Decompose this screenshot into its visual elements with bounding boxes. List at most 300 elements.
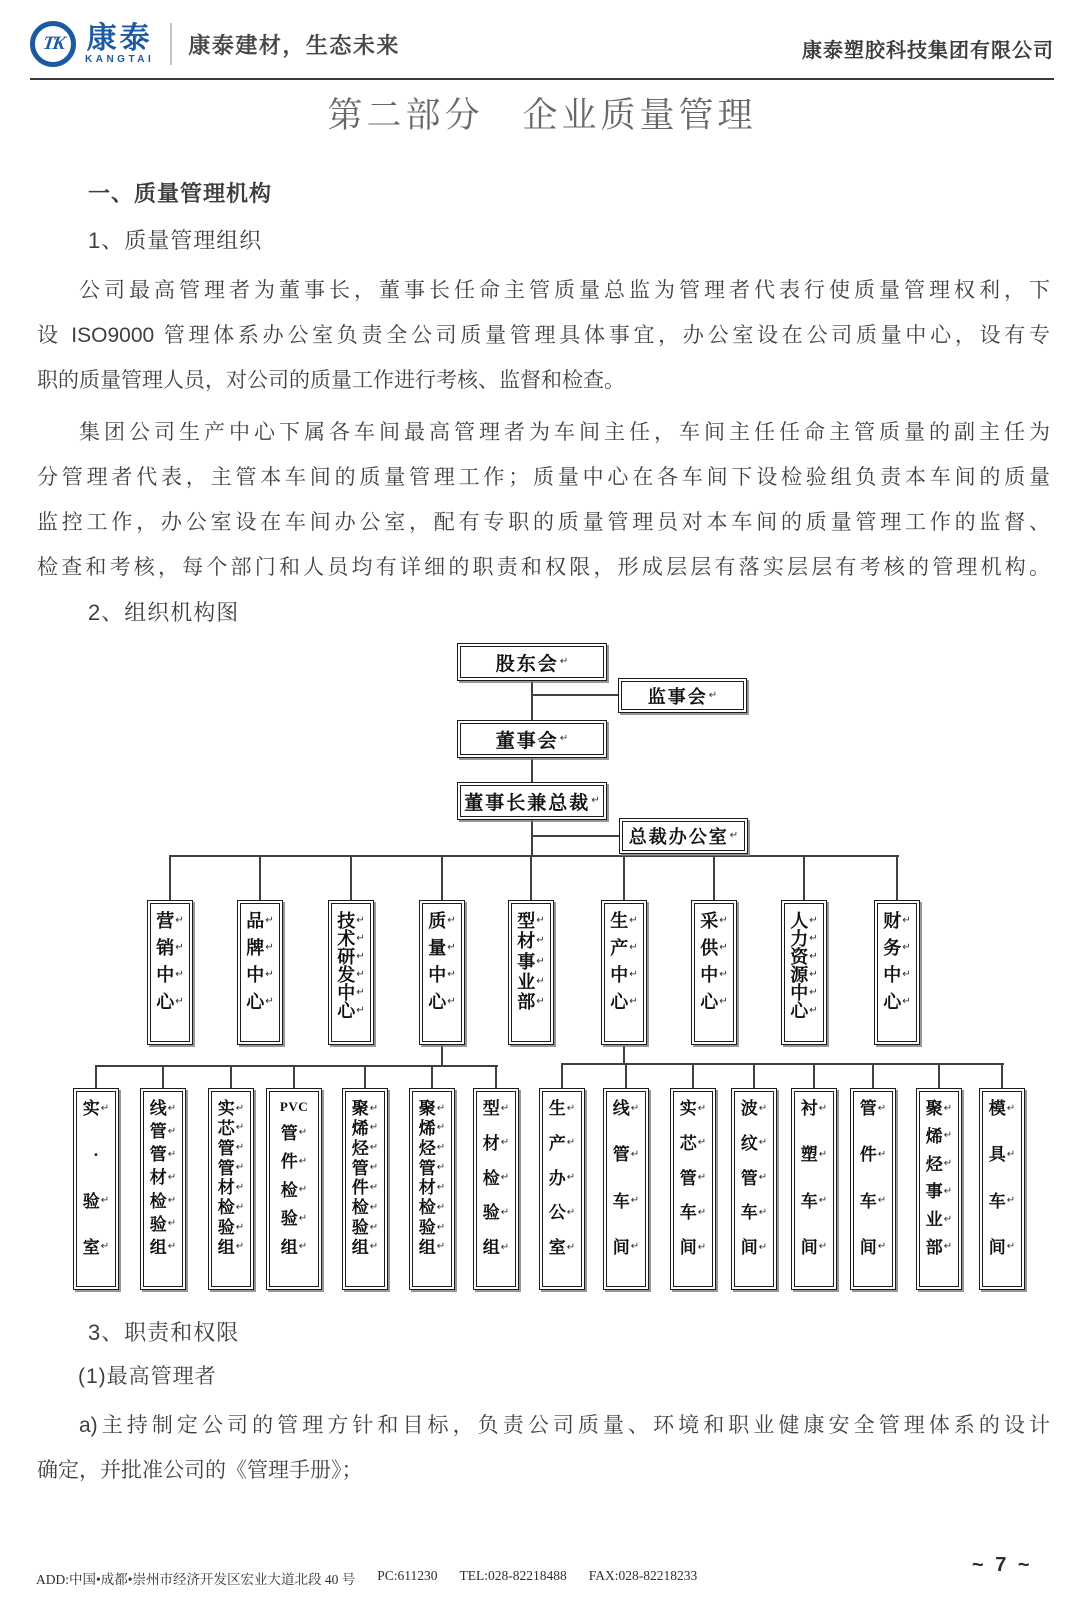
org-node-finance-center	[874, 900, 920, 1045]
item-1-heading: (1)最高管理者	[78, 1365, 217, 1388]
org-node-char: 间 ↵	[679, 1238, 707, 1257]
org-node-conduit-workshop	[603, 1088, 649, 1290]
connector-line	[162, 1065, 164, 1088]
org-node-char: 营 ↵	[156, 911, 184, 931]
org-node-char: 采 ↵	[700, 911, 728, 931]
return-mark-icon: ↵	[436, 1122, 446, 1134]
org-node-char: 技 ↵	[337, 911, 365, 931]
return-mark-icon: ↵	[536, 935, 545, 947]
org-node-char: 验 ↵	[82, 1191, 110, 1211]
return-mark-icon: ↵	[809, 915, 818, 926]
return-mark-icon: ↵	[447, 969, 456, 980]
paragraph-line: 确定，并批准公司的《管理手册》；	[37, 1459, 363, 1482]
org-node-char: 部 ↵	[925, 1237, 953, 1257]
org-node-char: 验 ↵	[418, 1218, 446, 1238]
org-node-char: 烯 ↵	[925, 1126, 953, 1146]
return-mark-icon: ↵	[369, 1122, 379, 1134]
return-mark-icon: ↵	[356, 951, 365, 962]
connector-line	[872, 1063, 874, 1088]
connector-line	[441, 855, 443, 900]
org-node-char: 烃 ↵	[925, 1154, 953, 1174]
org-node-char: 务 ↵	[883, 938, 911, 958]
org-node-char: 件 ↵	[351, 1178, 379, 1198]
org-node-board-of-directors	[457, 720, 607, 758]
org-node-char: 组 ↵	[418, 1237, 446, 1257]
org-node-char: 间 ↵	[988, 1237, 1016, 1257]
org-node-supervisory-board	[618, 678, 747, 713]
return-mark-icon: ↵	[167, 1195, 177, 1207]
org-node-char: 烯 ↵	[418, 1118, 446, 1138]
return-mark-icon: ↵	[877, 1241, 887, 1253]
return-mark-icon: ↵	[536, 915, 545, 926]
return-mark-icon: ↵	[369, 1221, 379, 1233]
return-mark-icon: ↵	[809, 969, 818, 980]
connector-line	[713, 855, 715, 900]
return-mark-icon: ↵	[436, 1241, 446, 1253]
org-node-char: 组 ↵	[351, 1237, 379, 1257]
section-heading-1: 一、质量管理机构	[88, 181, 273, 206]
logo-tk-monogram: TK	[41, 33, 65, 54]
org-node-brand-center	[237, 900, 283, 1045]
return-mark-icon: ↵	[175, 996, 184, 1007]
org-node-char: 中 ↵	[610, 965, 638, 985]
return-mark-icon: ↵	[175, 942, 184, 953]
connector-line	[625, 1063, 627, 1088]
return-mark-icon: ↵	[818, 1148, 828, 1160]
return-mark-icon: ↵	[629, 942, 638, 953]
org-node-char: 材 ↵	[517, 931, 545, 952]
return-mark-icon: ↵	[100, 1241, 110, 1253]
return-mark-icon: ↵	[877, 1102, 887, 1114]
org-node-char: 间 ↵	[800, 1237, 828, 1257]
org-node-char: 管 ↵	[280, 1123, 308, 1143]
return-mark-icon: ↵	[758, 1206, 768, 1218]
return-mark-icon: ↵	[877, 1195, 887, 1207]
return-mark-icon: ↵	[356, 969, 365, 980]
return-mark-icon: ↵	[235, 1102, 245, 1114]
org-node-char: 材 ↵	[217, 1178, 245, 1198]
connector-line	[896, 855, 898, 900]
paragraph-line: 职的质量管理人员，对公司的质量工作进行考核、监督和检查。	[37, 369, 625, 392]
connector-line	[531, 681, 533, 720]
return-mark-icon: ↵	[265, 915, 274, 926]
item-1a-text	[37, 1403, 1050, 1493]
org-node-char: 财 ↵	[883, 911, 911, 931]
org-node-char: 检 ↵	[482, 1168, 510, 1188]
org-node-char: 实 ↵	[679, 1099, 707, 1118]
return-mark-icon: ↵	[559, 656, 569, 667]
org-node-char: 车 ↵	[988, 1191, 1016, 1211]
org-node-char: 件 ↵	[859, 1145, 887, 1165]
return-mark-icon: ↵	[356, 987, 365, 998]
return-mark-icon: ↵	[943, 1102, 953, 1114]
page-title: 第二部分 企业质量管理	[327, 96, 757, 135]
return-mark-icon: ↵	[943, 1241, 953, 1253]
return-mark-icon: ↵	[447, 915, 456, 926]
subheading-2: 2、组织机构图	[88, 600, 240, 625]
connector-line	[230, 1065, 232, 1088]
org-node-char: 模 ↵	[988, 1099, 1016, 1118]
connector-line	[170, 855, 899, 857]
org-node-char: 业 ↵	[517, 971, 545, 992]
return-mark-icon: ↵	[630, 1102, 640, 1114]
org-node-production-center	[601, 900, 647, 1045]
return-mark-icon: ↵	[167, 1148, 177, 1160]
return-mark-icon: ↵	[235, 1221, 245, 1233]
org-node-char: 线 ↵	[149, 1099, 177, 1118]
connector-line	[293, 1065, 295, 1088]
org-node-char: 车 ↵	[612, 1191, 640, 1211]
org-node-char: 中 ↵	[337, 983, 365, 1003]
connector-line	[96, 1065, 498, 1067]
return-mark-icon: ↵	[902, 915, 911, 926]
return-mark-icon: ↵	[809, 951, 818, 962]
org-node-label: 监事会	[647, 686, 708, 707]
logo-name-en: KANGTAI	[85, 53, 155, 65]
return-mark-icon: ↵	[265, 969, 274, 980]
org-node-char: 实 ↵	[217, 1099, 245, 1118]
return-mark-icon: ↵	[500, 1206, 510, 1218]
paragraph-line: a)主持制定公司的管理方针和目标，负责公司质量、环境和职业健康安全管理体系的设计	[79, 1414, 1050, 1437]
return-mark-icon: ↵	[175, 915, 184, 926]
org-node-char: 管 ↵	[612, 1145, 640, 1165]
org-node-char: 中 ↵	[790, 983, 818, 1003]
return-mark-icon: ↵	[902, 942, 911, 953]
org-node-char: 检 ↵	[149, 1191, 177, 1211]
org-node-char: 验 ↵	[351, 1218, 379, 1238]
org-node-pvc-fitting-inspection-team	[266, 1088, 322, 1290]
org-node-char: 心 ↵	[246, 992, 274, 1012]
org-node-char: 材 ↵	[149, 1168, 177, 1188]
return-mark-icon: ↵	[719, 915, 728, 926]
return-mark-icon: ↵	[818, 1195, 828, 1207]
return-mark-icon: ↵	[758, 1102, 768, 1114]
org-node-char: 产 ↵	[548, 1133, 576, 1153]
org-node-char: 量 ↵	[428, 938, 456, 958]
return-mark-icon: ↵	[1006, 1102, 1016, 1114]
return-mark-icon: ↵	[436, 1181, 446, 1193]
org-node-char: 车 ↵	[679, 1203, 707, 1223]
return-mark-icon: ↵	[809, 933, 818, 944]
org-node-char: 产 ↵	[610, 938, 638, 958]
org-node-char: 室 ↵	[548, 1238, 576, 1257]
org-node-solid-core-pipe-inspection-team	[208, 1088, 254, 1290]
return-mark-icon: ↵	[265, 996, 274, 1007]
connector-line	[803, 855, 805, 900]
return-mark-icon: ↵	[630, 1241, 640, 1253]
return-mark-icon: ↵	[697, 1241, 707, 1253]
return-mark-icon: ↵	[369, 1142, 379, 1154]
return-mark-icon: ↵	[1006, 1148, 1016, 1160]
return-mark-icon: ↵	[630, 1195, 640, 1207]
connector-line	[753, 1063, 755, 1088]
org-node-char: 间 ↵	[859, 1237, 887, 1257]
return-mark-icon: ↵	[719, 969, 728, 980]
org-node-char: 材 ↵	[418, 1178, 446, 1198]
org-node-char: 检 ↵	[351, 1198, 379, 1218]
org-node-profile-division	[508, 900, 554, 1045]
org-node-char: 心 ↵	[610, 992, 638, 1012]
org-node-president-office	[619, 818, 748, 854]
return-mark-icon: ↵	[100, 1195, 110, 1207]
return-mark-icon: ↵	[536, 996, 545, 1007]
org-node-char: 管 ↵	[740, 1168, 768, 1188]
org-node-char: 研 ↵	[337, 947, 365, 967]
return-mark-icon: ↵	[175, 969, 184, 980]
org-node-char: 品 ↵	[246, 911, 274, 931]
org-node-char: 组 ↵	[217, 1237, 245, 1257]
connector-line	[532, 694, 618, 696]
org-node-char: PVC	[279, 1099, 309, 1114]
org-node-mould-workshop	[979, 1088, 1025, 1290]
org-node-char: 中 ↵	[883, 965, 911, 985]
org-node-char: 生 ↵	[610, 911, 638, 931]
page-footer	[36, 1568, 697, 1588]
connector-line	[495, 1065, 497, 1088]
org-node-char: 检 ↵	[217, 1198, 245, 1218]
connector-line	[561, 1063, 563, 1088]
org-node-char: 心 ↵	[337, 1001, 365, 1021]
connector-line	[350, 855, 352, 900]
org-node-char: 线 ↵	[612, 1099, 640, 1118]
return-mark-icon: ↵	[943, 1185, 953, 1197]
org-node-char: 中 ↵	[428, 965, 456, 985]
org-node-polyolefin-division	[916, 1088, 962, 1290]
org-node-char: 组 ↵	[482, 1238, 510, 1257]
org-node-fitting-workshop	[850, 1088, 896, 1290]
return-mark-icon: ↵	[536, 955, 545, 967]
org-node-hr-center	[781, 900, 827, 1045]
org-node-char: 管 ↵	[149, 1122, 177, 1142]
return-mark-icon: ↵	[235, 1142, 245, 1154]
connector-line	[95, 1065, 97, 1088]
org-node-char: 组 ↵	[149, 1237, 177, 1257]
return-mark-icon: ↵	[943, 1130, 953, 1142]
org-node-char: 衬 ↵	[800, 1099, 828, 1118]
return-mark-icon: ↵	[235, 1201, 245, 1213]
org-node-char: 心 ↵	[428, 992, 456, 1012]
org-node-char: 车 ↵	[740, 1203, 768, 1223]
return-mark-icon: ↵	[167, 1218, 177, 1230]
org-node-char: 管 ↵	[859, 1099, 887, 1118]
paragraph-line: 监控工作，办公室设在车间办公室，配有专职的质量管理员对本车间的质量管理工作的监督、	[37, 511, 1050, 534]
return-mark-icon: ↵	[536, 975, 545, 987]
subheading-3: 3、职责和权限	[88, 1320, 240, 1345]
return-mark-icon: ↵	[369, 1162, 379, 1174]
return-mark-icon: ↵	[630, 1148, 640, 1160]
connector-line	[1001, 1063, 1003, 1088]
org-node-char: 供 ↵	[700, 938, 728, 958]
org-node-solid-core-workshop	[670, 1088, 716, 1290]
return-mark-icon: ↵	[298, 1127, 308, 1139]
return-mark-icon: ↵	[369, 1241, 379, 1253]
org-node-tech-rd-center	[328, 900, 374, 1045]
return-mark-icon: ↵	[167, 1102, 177, 1114]
return-mark-icon: ↵	[591, 795, 600, 806]
return-mark-icon: ↵	[235, 1181, 245, 1193]
return-mark-icon: ↵	[235, 1241, 245, 1253]
org-node-polyolefin-pipe-inspection-team	[409, 1088, 455, 1290]
page-number: ~ 7 ~	[972, 1554, 1033, 1576]
return-mark-icon: ↵	[566, 1172, 576, 1183]
org-node-char: 室 ↵	[82, 1237, 110, 1257]
org-node-char: 烃 ↵	[418, 1138, 446, 1158]
return-mark-icon: ↵	[697, 1172, 707, 1183]
connector-line	[441, 1045, 443, 1066]
return-mark-icon: ↵	[447, 942, 456, 953]
return-mark-icon: ↵	[758, 1172, 768, 1183]
header-company-name: 康泰塑胶科技集团有限公司	[802, 40, 1054, 62]
org-node-label: 董事长兼总裁	[464, 792, 591, 814]
header-tagline: 康泰建材，生态未来	[188, 32, 400, 58]
return-mark-icon: ↵	[369, 1181, 379, 1193]
return-mark-icon: ↵	[369, 1102, 379, 1114]
org-node-profile-inspection-team	[473, 1088, 519, 1290]
return-mark-icon: ↵	[719, 942, 728, 953]
connector-line	[623, 1045, 625, 1064]
org-node-char: 验 ↵	[217, 1218, 245, 1238]
org-node-char: 管 ↵	[679, 1168, 707, 1188]
org-node-char: 纹 ↵	[740, 1133, 768, 1153]
return-mark-icon: ↵	[356, 915, 365, 926]
connector-line	[532, 835, 619, 837]
paragraph-line: 公司最高管理者为董事长，董事长任命主管质量总监为管理者代表行使质量管理权利，下	[79, 279, 1050, 302]
logo-name-cn: 康泰	[86, 21, 153, 55]
return-mark-icon: ↵	[436, 1201, 446, 1213]
org-node-char: 聚 ↵	[351, 1099, 379, 1118]
footer-postcode: PC:611230	[377, 1568, 438, 1583]
org-node-char: 心 ↵	[883, 992, 911, 1012]
return-mark-icon: ↵	[566, 1102, 576, 1114]
org-node-char: 验 ↵	[149, 1214, 177, 1234]
org-node-char: 源 ↵	[790, 965, 818, 985]
org-node-char: 管 ↵	[351, 1158, 379, 1178]
org-node-char: 塑 ↵	[800, 1145, 828, 1165]
return-mark-icon: ↵	[818, 1241, 828, 1253]
org-node-polyolefin-fitting-inspection-team	[342, 1088, 388, 1290]
org-node-char: 间 ↵	[612, 1237, 640, 1257]
return-mark-icon: ↵	[902, 969, 911, 980]
return-mark-icon: ↵	[167, 1241, 177, 1253]
return-mark-icon: ↵	[356, 1005, 365, 1016]
return-mark-icon: ↵	[369, 1201, 379, 1213]
return-mark-icon: ↵	[447, 996, 456, 1007]
org-node-char: 管 ↵	[217, 1158, 245, 1178]
return-mark-icon: ↵	[809, 987, 818, 998]
org-node-char: 车 ↵	[800, 1191, 828, 1211]
connector-line	[623, 855, 625, 900]
org-node-char: 人 ↵	[790, 911, 818, 931]
return-mark-icon: ↵	[708, 689, 718, 701]
org-node-char: 中 ↵	[246, 965, 274, 985]
org-node-char: 间 ↵	[740, 1238, 768, 1257]
return-mark-icon: ↵	[167, 1125, 177, 1137]
org-node-char: 力 ↵	[790, 929, 818, 949]
connector-line	[169, 855, 171, 900]
return-mark-icon: ↵	[298, 1184, 308, 1196]
connector-line	[692, 1063, 694, 1088]
return-mark-icon: ↵	[697, 1137, 707, 1149]
return-mark-icon: ↵	[566, 1137, 576, 1149]
return-mark-icon: ↵	[566, 1206, 576, 1218]
connector-line	[813, 1063, 815, 1088]
org-node-char: 波 ↵	[740, 1099, 768, 1118]
org-node-char: 事 ↵	[925, 1182, 953, 1202]
org-node-production-office	[539, 1088, 585, 1290]
return-mark-icon: ↵	[809, 1005, 818, 1016]
org-node-char: 型 ↵	[517, 911, 545, 931]
org-node-char: 心 ↵	[700, 992, 728, 1012]
org-node-char: 具 ↵	[988, 1145, 1016, 1165]
org-node-char: 事 ↵	[517, 951, 545, 972]
return-mark-icon: ↵	[500, 1172, 510, 1183]
connector-line	[531, 758, 533, 782]
connector-line	[431, 1065, 433, 1088]
org-node-char: 组 ↵	[280, 1237, 308, 1257]
return-mark-icon: ↵	[298, 1241, 308, 1253]
return-mark-icon: ↵	[943, 1158, 953, 1170]
paragraph-line: 检查和考核，每个部门和人员均有详细的职责和权限，形成层层有落实层层有考核的管理机构。	[37, 556, 1050, 579]
org-node-char: 心 ↵	[790, 1001, 818, 1021]
return-mark-icon: ↵	[818, 1102, 828, 1114]
footer-fax: FAX:028-82218233	[588, 1568, 698, 1583]
footer-telephone: TEL:028-82218488	[459, 1568, 567, 1583]
org-node-char: 部 ↵	[517, 992, 545, 1012]
return-mark-icon: ↵	[629, 969, 638, 980]
org-node-shareholders-meeting	[457, 643, 607, 681]
org-node-chairman-president	[457, 782, 607, 820]
org-node-char: 车 ↵	[859, 1191, 887, 1211]
return-mark-icon: ↵	[943, 1213, 953, 1225]
org-node-char: 检 ↵	[418, 1198, 446, 1218]
return-mark-icon: ↵	[356, 933, 365, 944]
return-mark-icon: ↵	[566, 1241, 576, 1253]
connector-line	[364, 1065, 366, 1088]
org-node-char: 聚 ↵	[418, 1099, 446, 1118]
org-node-corrugated-pipe-workshop	[731, 1088, 777, 1290]
org-node-conduit-pipe-inspection-team	[140, 1088, 186, 1290]
org-node-char: 检 ↵	[280, 1180, 308, 1200]
paragraph-line: 分管理者代表，主管本车间的质量管理工作；质量中心在各车间下设检验组负责本车间的质量	[37, 466, 1050, 489]
org-node-char: 术 ↵	[337, 929, 365, 949]
org-node-char: ·	[93, 1145, 99, 1165]
return-mark-icon: ↵	[902, 996, 911, 1007]
return-mark-icon: ↵	[500, 1241, 510, 1253]
org-node-char: 实 ↵	[82, 1099, 110, 1118]
return-mark-icon: ↵	[629, 996, 638, 1007]
return-mark-icon: ↵	[235, 1162, 245, 1174]
org-node-char: 管 ↵	[149, 1145, 177, 1165]
connector-line	[531, 820, 533, 856]
return-mark-icon: ↵	[298, 1212, 308, 1224]
return-mark-icon: ↵	[500, 1102, 510, 1114]
org-node-label: 股东会	[495, 653, 559, 675]
return-mark-icon: ↵	[500, 1137, 510, 1149]
org-node-label: 董事会	[495, 730, 559, 752]
org-node-laboratory	[73, 1088, 119, 1290]
return-mark-icon: ↵	[265, 942, 274, 953]
org-node-char: 公 ↵	[548, 1203, 576, 1223]
org-node-char: 芯 ↵	[217, 1118, 245, 1138]
org-node-char: 管 ↵	[418, 1158, 446, 1178]
return-mark-icon: ↵	[758, 1241, 768, 1253]
org-node-char: 型 ↵	[482, 1099, 510, 1118]
return-mark-icon: ↵	[559, 733, 569, 744]
org-node-char: 心 ↵	[156, 992, 184, 1012]
org-node-char: 验 ↵	[482, 1203, 510, 1223]
paragraph-line: 集团公司生产中心下属各车间最高管理者为车间主任，车间主任任命主管质量的副主任为	[79, 421, 1050, 444]
org-node-quality-center	[419, 900, 465, 1045]
